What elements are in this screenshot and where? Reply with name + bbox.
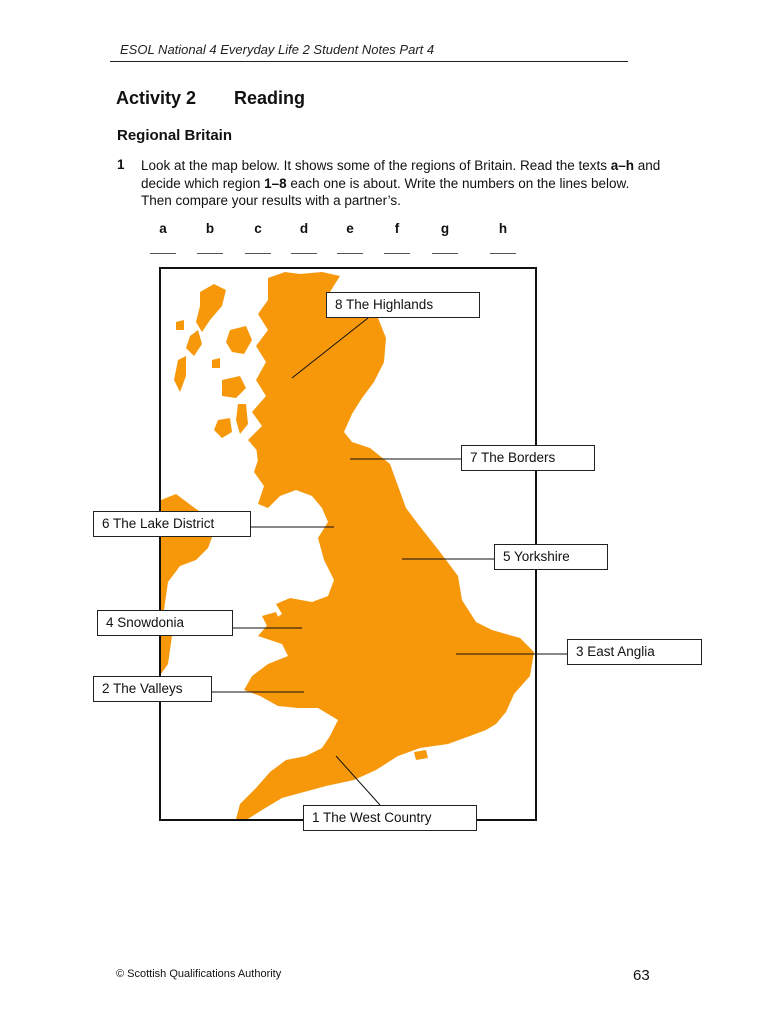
label-west-country: 1 The West Country [303, 805, 477, 831]
answer-letter-g: g [440, 221, 450, 236]
activity-title: Reading [234, 88, 306, 108]
answer-letter-e: e [346, 221, 354, 236]
label-snowdonia: 4 Snowdonia [97, 610, 233, 636]
answer-letter-c: c [254, 221, 262, 236]
answer-letter-d: d [299, 221, 309, 236]
label-highlands: 8 The Highlands [326, 292, 480, 318]
section-title: Regional Britain [117, 127, 233, 144]
activity-number: Activity 2 [116, 88, 197, 108]
answer-letter-h: h [498, 221, 508, 236]
answer-letter-a: a [159, 221, 167, 236]
label-east-anglia: 3 East Anglia [567, 639, 702, 665]
label-borders: 7 The Borders [461, 445, 595, 471]
label-valleys: 2 The Valleys [93, 676, 212, 702]
footer-copyright: © Scottish Qualifications Authority [116, 968, 282, 980]
map-frame [159, 267, 537, 821]
label-lake-district: 6 The Lake District [93, 511, 251, 537]
question-instruction: Look at the map below. It shows some of the regions of Britain. Read the texts a–h and decide which region 1–8 each one is about. Write the numbers on the lines below. Then compare your results with a partner’s. [141, 158, 661, 208]
answer-letter-f: f [394, 221, 400, 236]
label-yorkshire: 5 Yorkshire [494, 544, 608, 570]
answer-letter-b: b [205, 221, 215, 236]
page-number: 63 [633, 967, 650, 984]
document-header: ESOL National 4 Everyday Life 2 Student Notes Part 4 [120, 42, 435, 57]
question-number: 1 [117, 157, 125, 172]
